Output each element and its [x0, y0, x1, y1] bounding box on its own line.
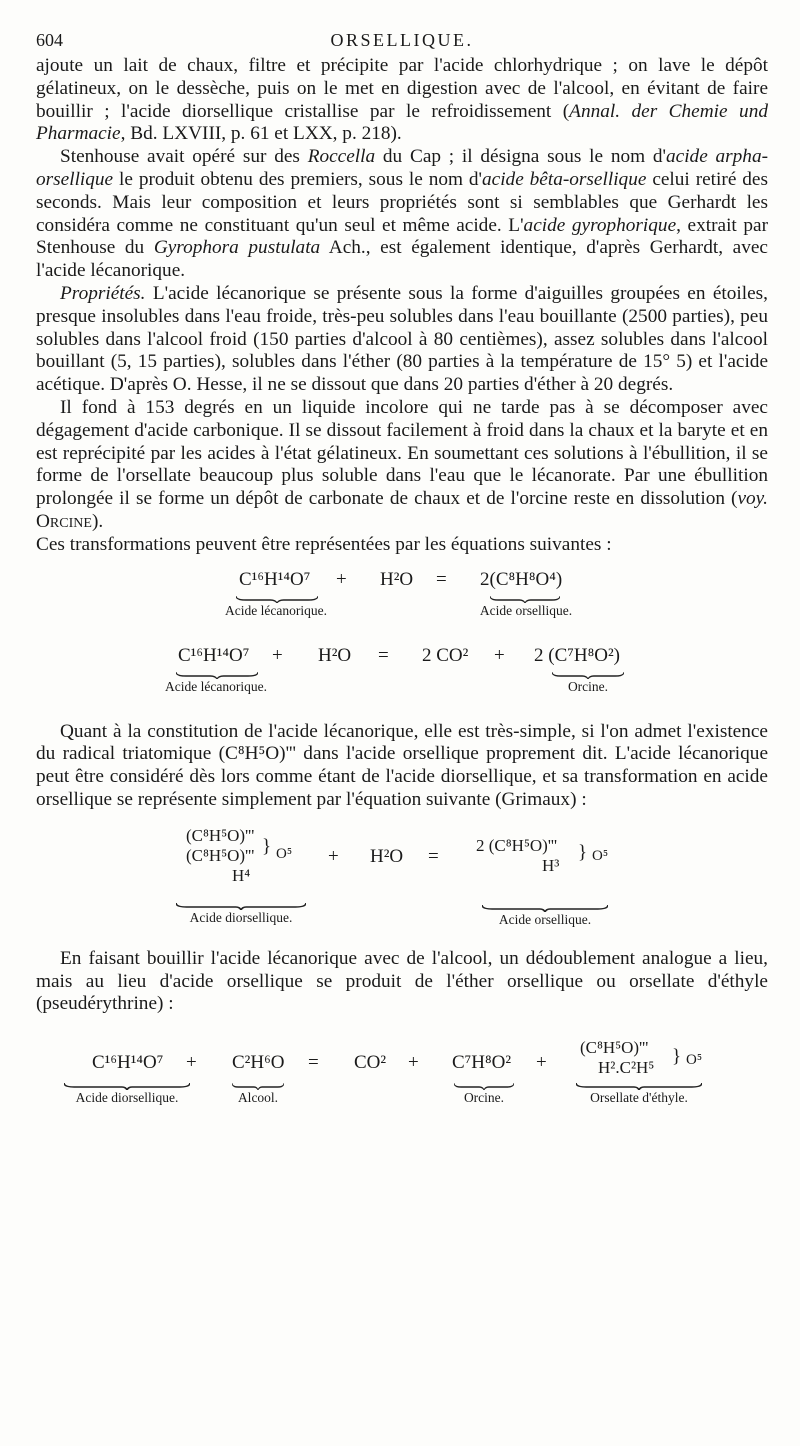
brace-icon	[490, 595, 560, 603]
paragraph-4: Il fond à 153 degrés en un liquide incolore qui ne tarde pas à se décomposer avec dégagement d'acide carbonique. Il se dissout facilement à froid dans la chaux et la baryte et en est reprécipité par les acides à l'état gélatineux. En soumettant ces solutions à l'ébullition, il se forme de l'orsellate beaucoup plus soluble dans l'eau que le lécanorate. Par une ébullition prolongée il se forme un dépôt de carbonate de chaux et de l'orcine reste en dissolution (voy. Orcine).	[36, 396, 768, 532]
brace-right-icon: }	[672, 1046, 682, 1068]
eq1-rhs: 2(C⁸H⁸O⁴)	[480, 568, 563, 590]
brace-right-icon: }	[262, 835, 272, 857]
eq1-water: H²O	[380, 568, 414, 590]
eq1-lhs: C¹⁶H¹⁴O⁷	[239, 568, 311, 590]
equation-3	[36, 812, 768, 948]
brace-icon	[482, 904, 608, 912]
brace-right-icon: }	[578, 841, 588, 863]
eq4-ester-group: (C⁸H⁵O)''' H².C²H⁵	[580, 1038, 655, 1078]
eq3-rhs-group: 2 (C⁸H⁵O)''' H³	[476, 835, 560, 875]
eq3-equals: =	[428, 845, 439, 867]
brace-icon	[236, 595, 318, 603]
brace-icon	[176, 671, 258, 679]
eq4-co2: CO²	[354, 1052, 387, 1074]
eq2-lhs: C¹⁶H¹⁴O⁷	[178, 644, 250, 666]
eq2-label-lhs: Acide lécanorique.	[165, 678, 267, 694]
eq3-water: H²O	[370, 845, 404, 867]
paragraph-2: Stenhouse avait opéré sur des Roccella du Cap ; il désigna sous le nom d'acide arpha-orsellique le produit obtenu des premiers, sous le nom d'acide bêta-orsellique celui retiré des seconds. Mais leur composition et leurs propriétés sont si semblables que Gerhardt les considéra comme ne constituant qu'un seul et même acide. L'acide gyrophorique, extrait par Stenhouse du Gyrophora pustulata Ach., est également identique, d'après Gerhardt, avec l'acide lécanorique.	[36, 146, 769, 282]
eq3-lhs-oxygen: O⁵	[276, 845, 293, 862]
eq1-label-rhs: Acide orsellique.	[479, 602, 573, 618]
eq1-label-lhs: Acide lécanorique.	[225, 602, 327, 618]
eq2-rhs: 2 (C⁷H⁸O²)	[534, 644, 620, 666]
eq4-acid: C¹⁶H¹⁴O⁷	[92, 1052, 164, 1074]
eq4-label-orcine: Orcine.	[463, 1090, 505, 1106]
brace-icon	[64, 1082, 190, 1090]
eq3-lhs-group: (C⁸H⁵O)''' (C⁸H⁵O)''' H⁴	[186, 825, 255, 885]
paragraph-6: Quant à la constitution de l'acide lécanorique, elle est très-simple, si l'on admet l'existence du radical triatomique (C⁸H⁵O)''' dans l'acide orsellique proprement dit. L'acide lécanorique peut être considéré dès lors comme étant de l'acide diorsellique, et sa transformation en acide orsellique se représente simplement par l'équation suivante (Grimaux) :	[36, 720, 768, 810]
eq2-label-rhs: Orcine.	[567, 678, 609, 694]
page-number: 604	[36, 30, 63, 50]
eq3-label-lhs: Acide diorsellique.	[189, 909, 293, 925]
eq3-plus: +	[328, 845, 339, 867]
section-label: Propriétés.	[60, 282, 146, 304]
cross-reference: Orcine	[36, 510, 92, 532]
page	[36, 30, 768, 1126]
eq2-plus: +	[272, 644, 283, 666]
paragraph-5: Ces transformations peuvent être représentées par les équations suivantes :	[36, 533, 612, 555]
brace-icon	[576, 1082, 702, 1090]
equation-1	[36, 557, 768, 635]
brace-icon	[232, 1082, 284, 1090]
eq4-plus-1: +	[186, 1052, 197, 1074]
eq3-rhs-oxygen: O⁵	[592, 847, 609, 864]
eq4-label-acid: Acide diorsellique.	[75, 1090, 179, 1106]
eq2-water: H²O	[318, 644, 352, 666]
brace-icon	[552, 671, 624, 679]
eq2-co2: 2 CO²	[422, 644, 469, 666]
eq3-label-rhs: Acide orsellique.	[498, 911, 592, 927]
eq4-label-ester: Orsellate d'éthyle.	[590, 1090, 688, 1106]
paragraph-7: En faisant bouillir l'acide lécanorique avec de l'alcool, un dédoublement analogue a lieu, mais au lieu d'acide orsellique se produit de l'éther orsellique ou orsellate d'éthyle (pseudérythrine) :	[36, 947, 768, 1015]
equation-4	[36, 1016, 768, 1126]
eq4-plus-2: +	[408, 1052, 419, 1074]
eq1-plus: +	[336, 568, 347, 590]
eq4-ester-oxygen: O⁵	[686, 1052, 703, 1069]
paragraph-3: Propriétés. L'acide lécanorique se présente sous la forme d'aiguilles groupées en étoiles, presque insolubles dans l'eau froide, très-peu solubles dans l'eau bouillante (2500 parties), peu solubles dans l'alcool froid (150 parties d'alcool à 80 centièmes), assez solubles dans l'alcool bouillant (5, 15 parties), solubles dans l'éther (80 parties à la température de 15° 5) et l'acide acétique. D'après O. Hesse, il ne se dissout que dans 20 parties d'éther à 20 degrés.	[36, 282, 768, 396]
eq1-equals: =	[436, 568, 447, 590]
equation-2	[36, 635, 768, 721]
eq2-equals: =	[378, 644, 389, 666]
eq2-plus-2: +	[494, 644, 505, 666]
eq4-orcine: C⁷H⁸O²	[452, 1052, 512, 1074]
eq4-equals: =	[308, 1052, 319, 1074]
paragraph-1: ajoute un lait de chaux, filtre et précipite par l'acide chlorhydrique ; on lave le dépôt gélatineux, on le dessèche, puis on le met en digestion avec de l'alcool, en évitant de faire bouillir ; l'acide diorsellique cristallise par le refroidissement (Annal. der Chemie und Pharmacie, Bd. LXVIII, p. 61 et LXX, p. 218).	[36, 55, 768, 145]
brace-icon	[454, 1082, 514, 1090]
brace-icon	[176, 902, 306, 910]
eq4-plus-3: +	[536, 1052, 547, 1074]
eq4-label-alcohol: Alcool.	[237, 1090, 279, 1106]
page-header	[36, 30, 768, 54]
eq4-alcohol: C²H⁶O	[232, 1052, 285, 1074]
running-title: ORSELLIQUE.	[330, 30, 474, 50]
